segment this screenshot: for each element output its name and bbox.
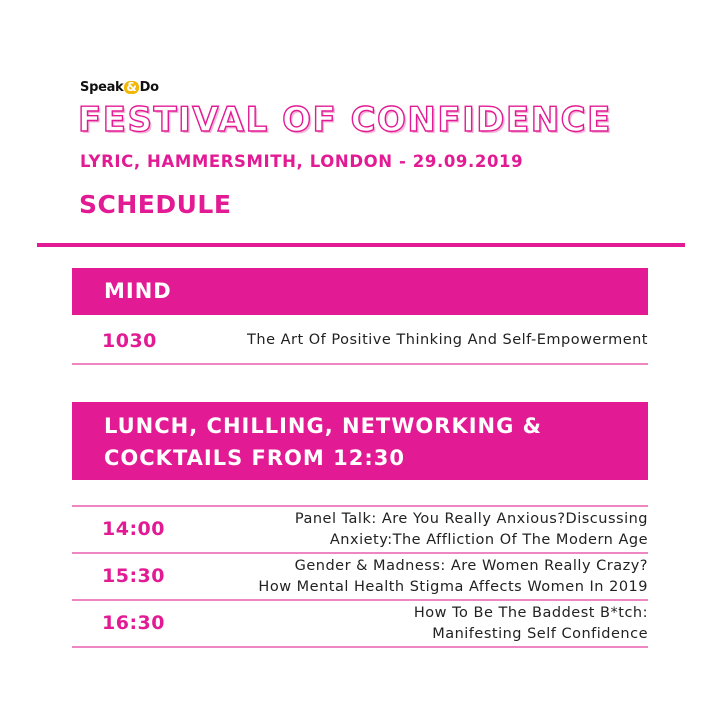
section-heading-lunch: [72, 402, 648, 480]
logo-text-speak: Speak: [80, 80, 124, 95]
schedule-description: [247, 330, 648, 351]
description-line: Manifesting Self Confidence: [432, 626, 648, 642]
venue-date: LYRIC, HAMMERSMITH, LONDON - 29.09.2019: [80, 152, 524, 171]
schedule-time: 15:30: [102, 565, 165, 587]
description-line: Gender & Madness: Are Women Really Crazy?: [294, 558, 648, 574]
schedule-description: [295, 509, 648, 551]
description-line: How Mental Health Stigma Affects Women In 2019: [258, 579, 648, 595]
description-line: The Art Of Positive Thinking And Self-Empowerment: [247, 332, 648, 348]
logo-ampersand: &: [126, 80, 137, 94]
schedule-description: [414, 603, 648, 645]
schedule-time: 14:00: [102, 518, 165, 540]
section-heading-line: COCKTAILS FROM 12:30: [104, 446, 405, 470]
section-heading-mind: MIND: [72, 268, 648, 315]
speak-and-do-logo: [80, 80, 159, 95]
header-divider: [37, 243, 685, 247]
schedule-row: [72, 601, 648, 648]
schedule-row: [72, 554, 648, 601]
logo-text-do: Do: [139, 80, 159, 95]
description-line: Anxiety:The Affliction Of The Modern Age: [329, 532, 648, 548]
schedule-heading: SCHEDULE: [79, 190, 232, 219]
schedule-time: 1030: [102, 330, 157, 352]
schedule-description: [258, 556, 648, 598]
festival-title: FESTIVAL OF CONFIDENCE: [78, 100, 612, 140]
description-line: Panel Talk: Are You Really Anxious?Discussing: [294, 511, 648, 527]
schedule-row: [72, 507, 648, 554]
schedule-row: [72, 315, 648, 365]
schedule-time: 16:30: [102, 612, 165, 634]
description-line: How To Be The Baddest B*tch:: [413, 605, 648, 621]
section-heading-line: LUNCH, CHILLING, NETWORKING &: [104, 414, 542, 438]
